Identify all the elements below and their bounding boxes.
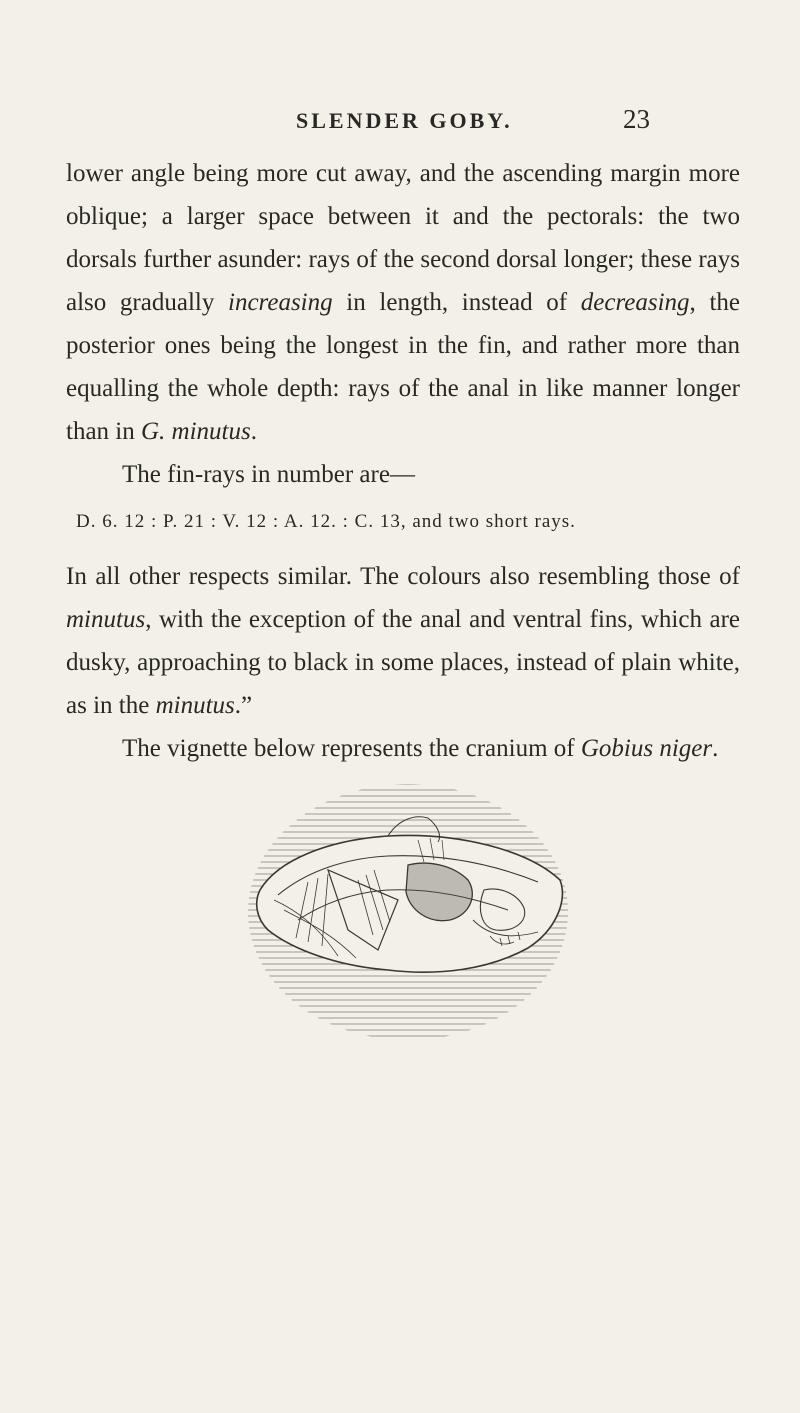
body-text <box>66 152 740 770</box>
cranium-drawing <box>257 817 563 972</box>
italic-run: increasing <box>228 289 333 316</box>
fin-ray-formula: D. 6. 12 : P. 21 : V. 12 : A. 12. : C. 13, and two short rays. <box>76 511 576 532</box>
page-header <box>0 104 800 144</box>
paragraph-colours <box>66 555 740 727</box>
running-title: SLENDER GOBY. <box>296 108 513 133</box>
text-run: . <box>250 418 257 445</box>
paragraph-fin-rays-intro: The fin-rays in number are— <box>122 461 415 488</box>
text-run: . <box>712 735 719 762</box>
text-run: , the posterior ones being the longest in the fin, and rather more than equalling the whole depth: rays of the anal in like manner longer than in <box>66 289 741 445</box>
paragraph-continued-description <box>66 152 740 453</box>
text-run: lower angle being more cut away, and the ascending margin more oblique; a larger space between it and the pectorals: the two dorsals further asunder: rays of the second dorsal longer; these rays also gradually <box>66 160 740 316</box>
italic-run: G. minutus <box>141 418 251 445</box>
italic-run: minutus <box>66 606 146 633</box>
text-run: , with the exception of the anal and ventral fins, which are dusky, approaching to black in some places, instead of plain white, as in the <box>66 606 740 719</box>
italic-run: minutus <box>155 692 235 719</box>
cranium-vignette-engraving <box>238 770 578 1050</box>
text-run: The vignette below represents the cranium of <box>122 735 581 762</box>
text-run: .” <box>234 692 253 719</box>
text-run: In all other respects similar. The colours also resembling those of <box>66 563 740 590</box>
italic-run: Gobius niger <box>580 735 713 762</box>
page-number: 23 <box>623 104 650 134</box>
italic-run: decreasing <box>580 289 690 316</box>
text-run: in length, instead of <box>332 289 581 316</box>
paragraph-vignette-caption <box>66 727 740 770</box>
